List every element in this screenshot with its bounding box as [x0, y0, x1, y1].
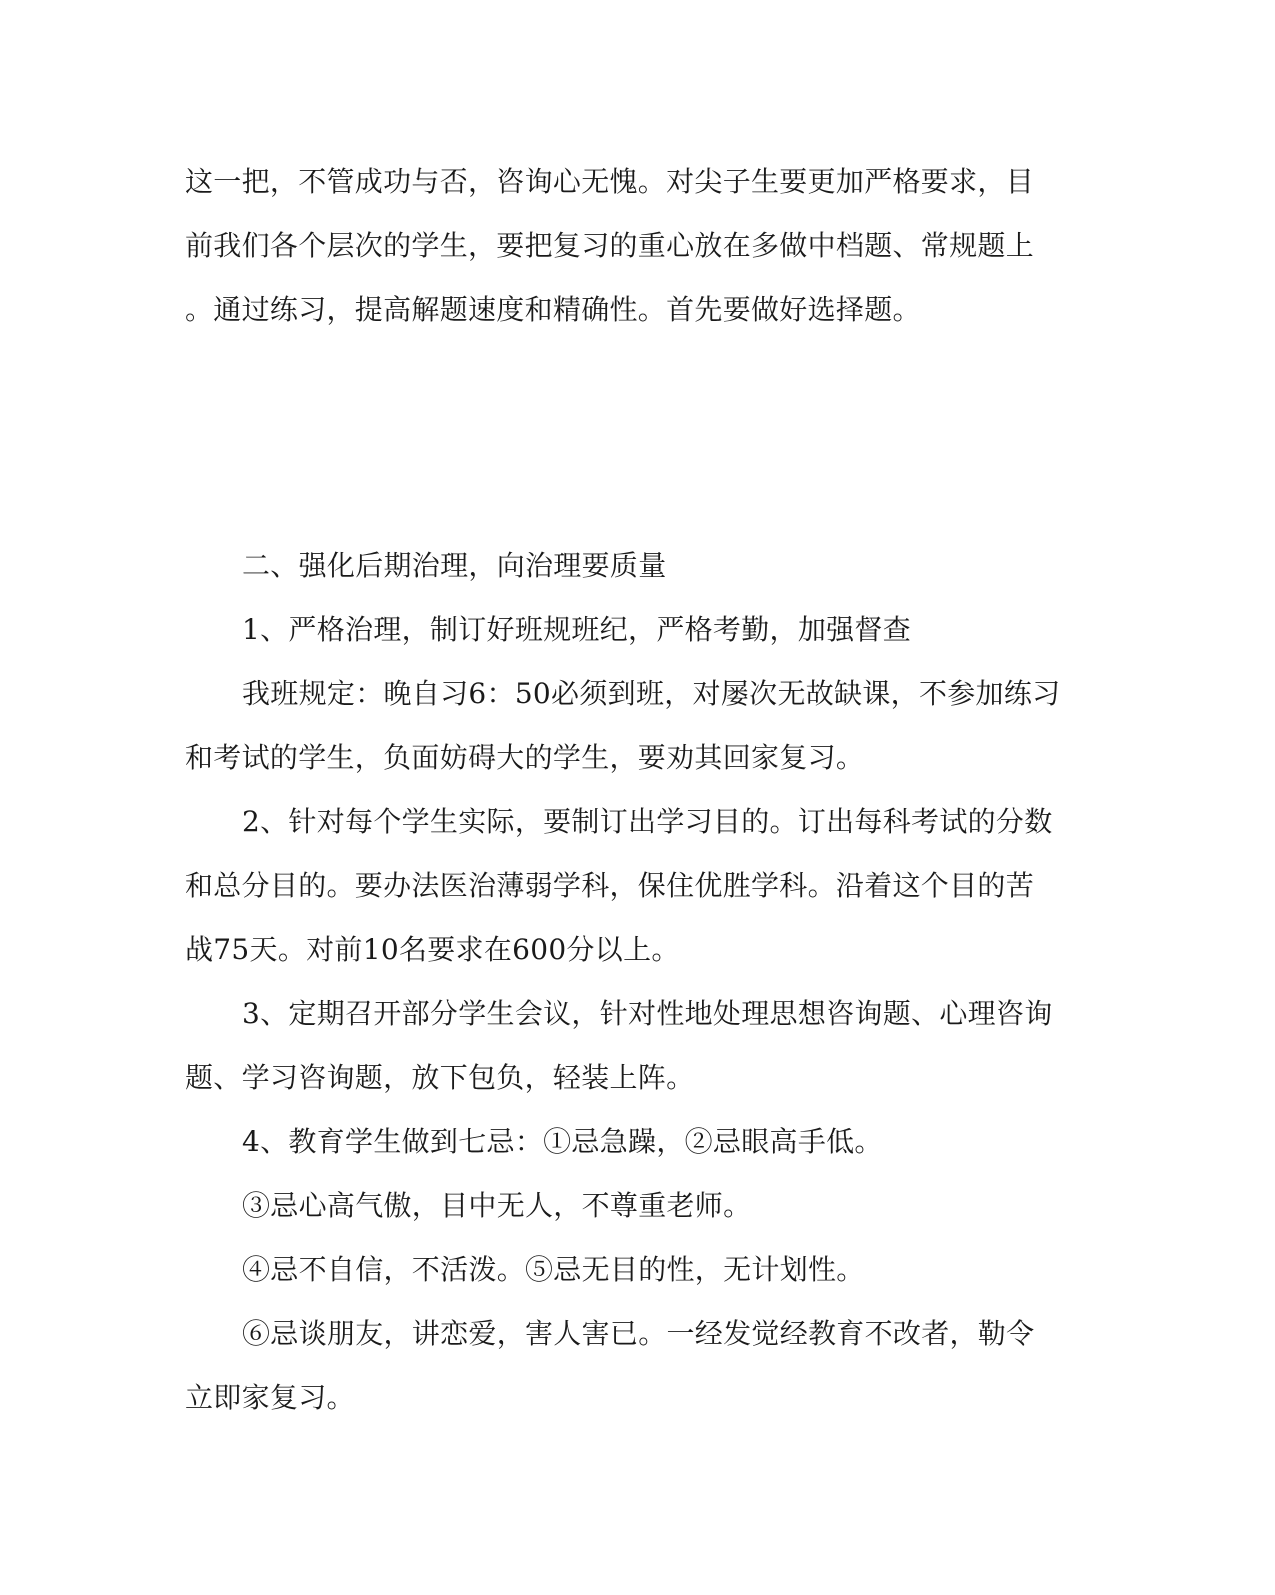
section-management [185, 534, 1065, 1430]
text-line: 立即家复习。 [185, 1381, 355, 1414]
text-line: ③忌心高气傲，目中无人，不尊重老师。 [242, 1189, 752, 1222]
text-line: ④忌不自信，不活泼。⑤忌无目的性，无计划性。 [242, 1253, 865, 1286]
section-heading: 二、强化后期治理，向治理要质量 [242, 549, 667, 582]
text-line: 题、学习咨询题，放下包负，轻装上阵。 [185, 1061, 695, 1094]
paragraph-review-focus [185, 150, 1065, 342]
text-line: 我班规定：晚自习6：50必须到班，对屡次无故缺课，不参加练习 [242, 677, 1061, 710]
text-line: 。通过练习，提高解题速度和精确性。首先要做好选择题。 [185, 293, 921, 326]
text-line: 3、定期召开部分学生会议，针对性地处理思想咨询题、心理咨询 [242, 997, 1053, 1030]
text-line: 2、针对每个学生实际，要制订出学习目的。订出每科考试的分数 [242, 805, 1053, 838]
text-line: 和总分目的。要办法医治薄弱学科，保住优胜学科。沿着这个目的苦 [185, 869, 1035, 902]
text-line: 战75天。对前10名要求在600分以上。 [185, 933, 680, 966]
text-line: 4、教育学生做到七忌：①忌急躁，②忌眼高手低。 [242, 1125, 883, 1158]
text-line: 1、严格治理，制订好班规班纪，严格考勤，加强督查 [242, 613, 912, 646]
text-line: 前我们各个层次的学生，要把复习的重心放在多做中档题、常规题上 [185, 229, 1035, 262]
text-line: 和考试的学生，负面妨碍大的学生，要劝其回家复习。 [185, 741, 865, 774]
text-line: ⑥忌谈朋友，讲恋爱，害人害已。一经发觉经教育不改者，勒令 [242, 1317, 1035, 1350]
text-line: 这一把，不管成功与否，咨询心无愧。对尖子生要更加严格要求，目 [185, 165, 1035, 198]
